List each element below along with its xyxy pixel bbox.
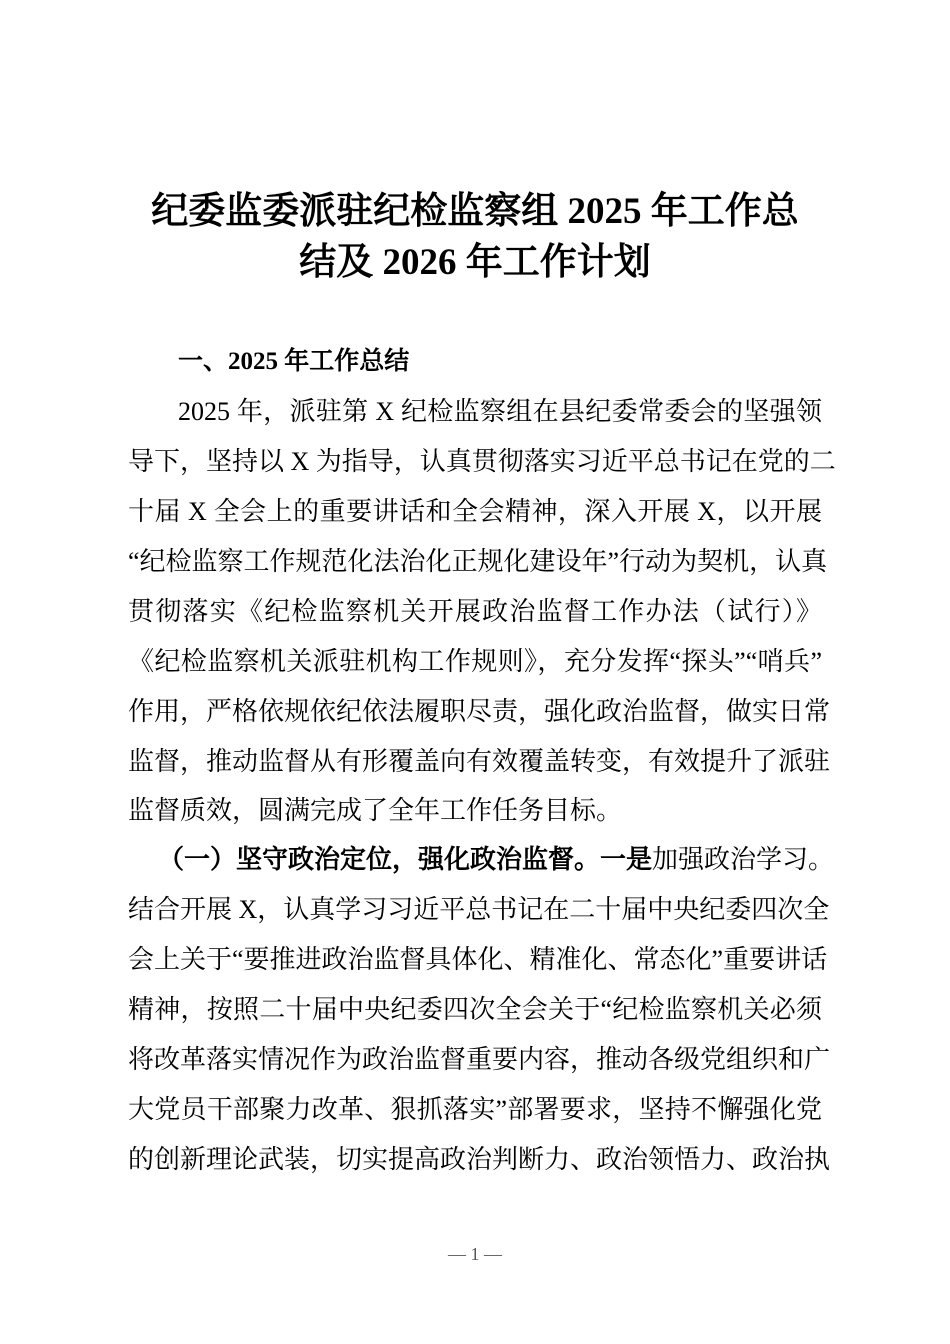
text-line: 作用，严格依规依纪依法履职尽责，强化政治监督，做实日常 bbox=[128, 697, 831, 726]
text-line: 监督质效，圆满完成了全年工作任务目标。 bbox=[128, 796, 623, 825]
text-line: 结合开展 X，认真学习习近平总书记在二十届中央纪委四次全 bbox=[128, 895, 830, 924]
text-line bbox=[158, 843, 834, 877]
text-line: 精神，按照二十届中央纪委四次全会关于“纪检监察机关必须 bbox=[128, 995, 822, 1024]
text-line: 将改革落实情况作为政治监督重要内容，推动各级党组织和广 bbox=[128, 1045, 831, 1074]
text-line: 《纪检监察机关派驻机构工作规则》，充分发挥“探头”“哨兵” bbox=[128, 647, 822, 676]
page-number: — 1 — bbox=[448, 1244, 502, 1264]
text-run: 加强政治学习。 bbox=[652, 845, 835, 874]
text-line: 大党员干部聚力改革、狠抓落实”部署要求，坚持不懈强化党 bbox=[128, 1095, 822, 1124]
text-line: 会上关于“要推进政治监督具体化、精准化、常态化”重要讲话 bbox=[128, 945, 828, 974]
text-line: 十届 X 全会上的重要讲话和全会精神，深入开展 X，以开展 bbox=[128, 497, 822, 526]
document-title-line-2: 结及 2026 年工作计划 bbox=[299, 242, 651, 283]
text-line: 的创新理论武装，切实提高政治判断力、政治领悟力、政治执 bbox=[128, 1145, 831, 1174]
text-line: 贯彻落实《纪检监察机关开展政治监督工作办法（试行）》 bbox=[128, 597, 822, 626]
text-line: 2025 年，派驻第 X 纪检监察组在县纪委常委会的坚强领 bbox=[178, 397, 822, 426]
bold-lead: （一）坚守政治定位，强化政治监督。一是 bbox=[158, 845, 653, 874]
section-heading: 一、2025 年工作总结 bbox=[178, 348, 410, 375]
text-line: 导下，坚持以 X 为指导，认真贯彻落实习近平总书记在党的二 bbox=[128, 447, 836, 476]
text-line: 监督，推动监督从有形覆盖向有效覆盖转变，有效提升了派驻 bbox=[128, 747, 831, 776]
document-title-line-1: 纪委监委派驻纪检监察组 2025 年工作总 bbox=[151, 191, 799, 232]
text-line: “纪检监察工作规范化法治化正规化建设年”行动为契机，认真 bbox=[128, 547, 828, 576]
